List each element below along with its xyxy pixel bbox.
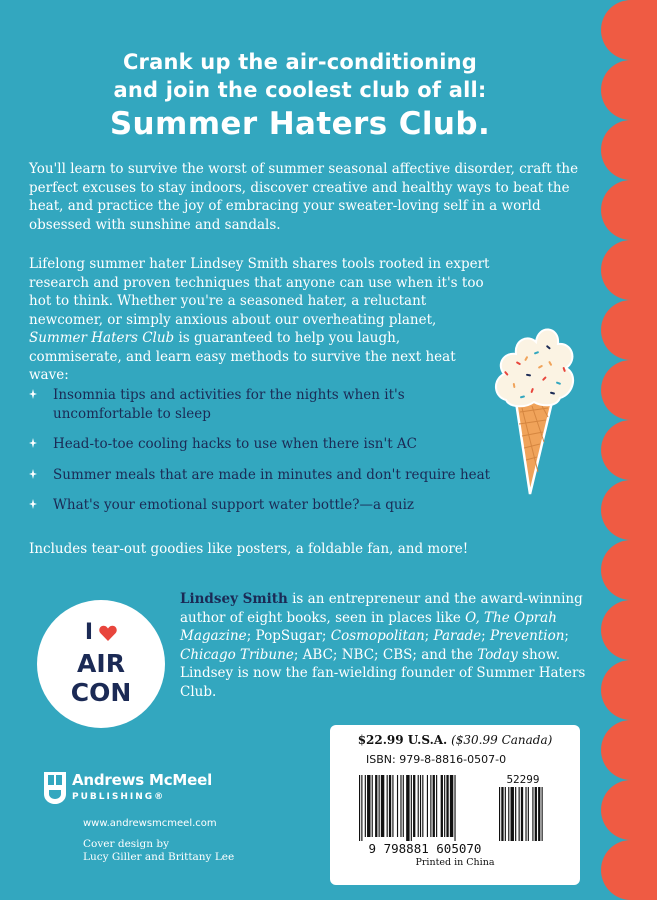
barcode-addon-bars (499, 787, 543, 841)
price-line (330, 733, 580, 747)
badge-letter-i: I (84, 620, 94, 645)
bio-publication: Parade (433, 628, 482, 644)
description-paragraph (29, 255, 491, 385)
sparkle-icon (29, 469, 37, 479)
publisher-mark-icon (44, 772, 66, 804)
scallop-shape (597, 0, 657, 900)
price-usd: $22.99 U.S.A. (357, 733, 448, 747)
sparkle-icon (29, 389, 37, 399)
ice-cream-cone-illustration (486, 312, 581, 497)
heart-icon (99, 625, 117, 641)
headline-line-3: Summer Haters Club. (109, 106, 491, 142)
list-item (29, 386, 499, 423)
sparkle-icon (29, 499, 37, 509)
author-name: Lindsey Smith (180, 591, 288, 607)
bio-text: ; PopSugar; (246, 628, 331, 644)
bio-publication: O, The Oprah Magazine (180, 609, 557, 644)
addon-number: 52299 (506, 773, 540, 786)
printed-in: Printed in China (415, 857, 495, 868)
headline (0, 48, 600, 144)
bio-publication: Today (477, 646, 518, 663)
scalloped-edge (597, 0, 657, 900)
extras-line: Includes tear-out goodies like posters, a foldable fan, and more! (29, 541, 469, 557)
description-text-2: is guaranteed to help you laugh, commiserate, and learn easy methods to survive the next heat wave: (29, 330, 456, 383)
list-item (29, 496, 499, 515)
sparkle-icon (29, 438, 37, 448)
list-item-text: Summer meals that are made in minutes and don't require heat (53, 466, 491, 483)
list-item (29, 466, 499, 485)
barcode (355, 773, 555, 857)
publisher-subtitle: PUBLISHING® (72, 792, 166, 802)
cover-credit (83, 838, 234, 864)
description-text-1: Lifelong summer hater Lindsey Smith shares tools rooted in expert research and proven techniques that anyone can use when it's too hot to think. Whether you're a seasoned hater, a reluctant newcomer, or simply anxious about our overheating planet, (29, 256, 490, 328)
isbn-text: ISBN: 979-8-8816-0507-0 (366, 753, 507, 766)
bio-publication: Cosmopolitan (330, 628, 425, 644)
i-love-air-con-badge (37, 600, 165, 728)
price-barcode-box (330, 725, 580, 885)
bio-text: ; (481, 628, 491, 644)
list-item (29, 435, 499, 454)
headline-line-1: Crank up the air-conditioning (122, 50, 478, 74)
credit-line-1: Cover design by (83, 838, 170, 850)
bio-text: show. Lindsey is now the fan-wielding founder of Summer Haters Club. (180, 646, 586, 700)
credit-line-2: Lucy Giller and Brittany Lee (83, 851, 235, 863)
bio-text: ; (564, 628, 569, 644)
headline-line-2: and join the coolest club of all: (113, 78, 487, 102)
feature-list (29, 386, 499, 527)
barcode-digits: 9 798881 605070 (368, 841, 482, 856)
list-item-text: Insomnia tips and activities for the nights when it's uncomfortable to sleep (53, 387, 405, 422)
publisher-url[interactable]: www.andrewsmcmeel.com (83, 818, 217, 829)
bio-text: is an entrepreneur and the award-winning author of eight books, seen in places like (180, 591, 583, 626)
intro-paragraph: You'll learn to survive the worst of summer seasonal affective disorder, craft the perfect excuses to stay indoors, discover creative and healthy ways to beat the heat, and practice the joy of embracing your sweater-loving self in a world obsessed with sunshine and sandals. (29, 161, 579, 233)
bio-publication: Prevention (490, 628, 565, 644)
bio-text: ; (424, 628, 434, 644)
list-item-text: Head-to-toe cooling hacks to use when there isn't AC (53, 436, 418, 452)
bio-publication: Chicago Tribune (180, 646, 294, 663)
bio-text: ; ABC; NBC; CBS; and the (293, 646, 478, 663)
price-cad: ($30.99 Canada) (451, 733, 553, 747)
list-item-text: What's your emotional support water bottle?—a quiz (53, 497, 415, 513)
book-title: Summer Haters Club (29, 330, 175, 346)
badge-row-1 (37, 620, 165, 646)
publisher-name: Andrews McMeel (72, 771, 213, 789)
barcode-bars (359, 775, 456, 841)
author-bio (180, 590, 590, 701)
badge-row-2: AIR (77, 649, 125, 678)
badge-row-3: CON (70, 678, 132, 707)
